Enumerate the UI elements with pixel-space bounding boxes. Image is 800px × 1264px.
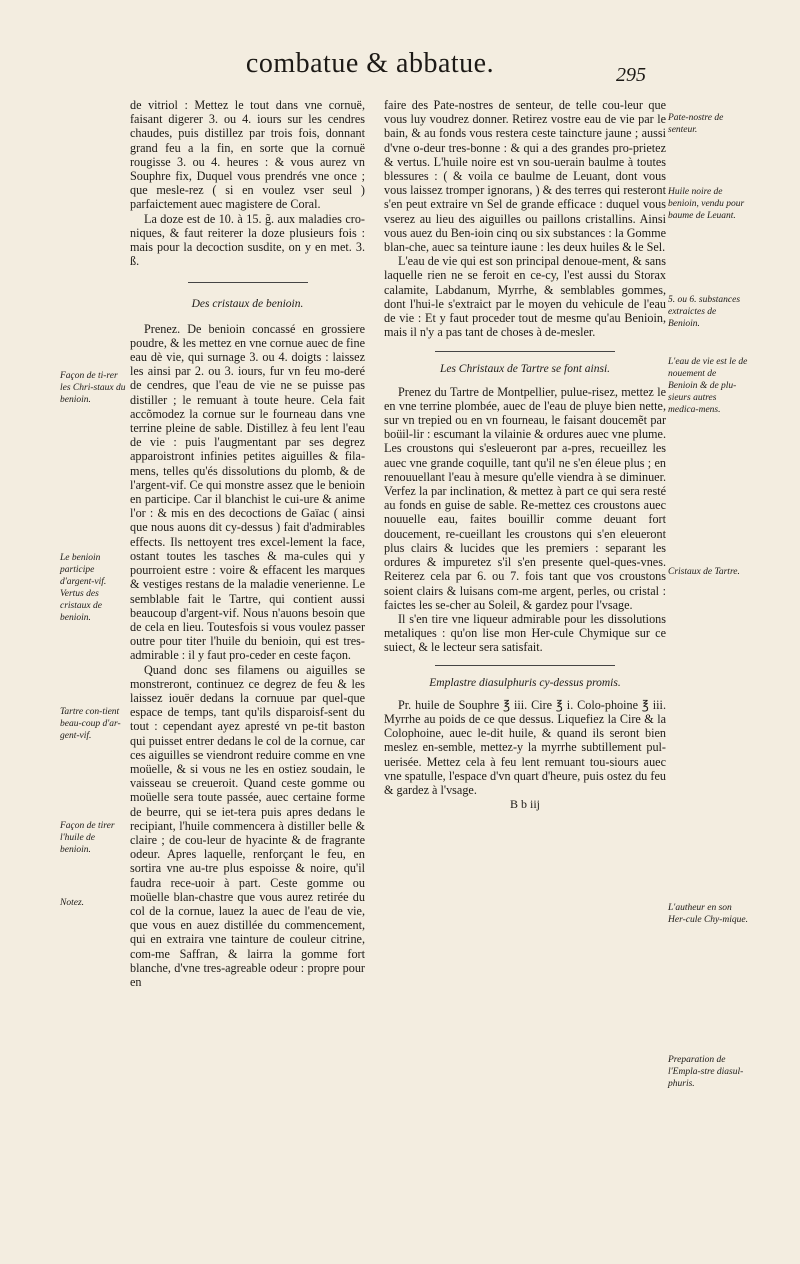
margin-note-left-4: Façon de tirer l'huile de benioin.	[60, 821, 115, 855]
running-title: combatue & abbatue.	[245, 48, 495, 79]
section-title: Les Christaux de Tartre se font ainsi.	[439, 363, 611, 376]
page-number: 295	[616, 64, 646, 86]
paragraph: Prenez. De benioin concassé en grossiere poudre, & les mettez en vne cornue auec de fine eau dè vie, qui surnage 3. ou 4. doigts : laissez les ainsi par 2. ou 3. iours, fur vn feu mo-deré de cendres, que l'eau de vie ne se puisse pas distiller ; le remuant à toute heure. Cela fait accõmodez la cornue sur le fourneau dans vne terrine pleine de sable. Distillez à feu lent l'eau de vie : puis l'augmentant par ses degrez apparoistront infinies petites aiguilles & fila-mens, telles qu'és dissolutions du plomb, & de l'argent-vif. Ce qui monstre assez que le benioin en participe. Car il blanchist le cui-ure & anime l'or : & mis en des decoctions de Gaïac ( ainsi que nous auons dit cy-dessus ) fait d'admirables effects. Ils nettoyent tres excel-lement la face, ostant toutes les tasches & ma-cules qui y pourroient estre : voire & effacent les marques & vestiges restans de la maladie venerienne. Le semblable fait le Tartre, qui contient aussi beaucoup d'argent-vif. Nous n'auons besoin que de cela en lieu. Toutesfois si vous voulez passer outre pour titer l'huile du benioin, qui est tres-admirable : il y faut pro-ceder en ceste façon.	[130, 321, 365, 663]
margin-note-right-2: Huile noire de benioin, vendu pour baume de Leuant.	[668, 187, 745, 221]
paragraph: Pr. huile de Souphre ℥ iii. Cire ℥ i. Colo-phoine ℥ iii. Myrrhe au poids de ce que dessus. Liquefiez la Cire & la Colophoine, auec le-dit huile, & quand ils seront bien meslez en-semble, mettez-y la myrrhe subtillement pul-uerisée. Mettez cela à feu lent remuant tou-siours auec vne spatulle, l'espace d'vn quart d'heure, puis ostez du feu & gardez à l'vsage.	[384, 697, 666, 797]
margin-note-left-1: Façon de ti-rer les Chri-staux du benioin.	[60, 371, 126, 405]
margin-note-left-5: Notez.	[60, 898, 85, 908]
margin-note-right-1: Pate-nostre de senteur.	[668, 113, 724, 135]
page-header	[0, 44, 800, 90]
margin-note-right-6: L'autheur en son Her-cule Chy-mique.	[668, 903, 749, 925]
paragraph: de vitriol : Mettez le tout dans vne cornuë, faisant digerer 3. ou 4. iours sur les cendres chaudes, puis distillez par trois fois, donnant grand feu a la fin, en sorte que la cornuë rougisse 3. ou 4. heures : & vous aurez vn Souphre fix, Duquel vous prendrés vne once ; que mesle-rez ( si en voulez vser seul ) parfaictement auec magistere de Coral.	[130, 98, 365, 212]
paragraph: faire des Pate-nostres de senteur, de telle cou-leur que vous luy voudrez donner. Retirez vostre eau de vie par le bain, & au fonds vous restera ceste taincture jaune ; aussi d'vne o-deur tres-bonne : & qui a des grandes pro-prietez & vertus. L'huile noire est vn sou-uerain baulme à toutes blessures : ( & voila ce baulme de Leuant, dont vous vous laissez tromper ignorans, ) & des terres qui resteront s'en peut extraire vn Sel de grande efficace : duquel vous vserez au lieu des aiguilles ou paillons cristallins. Ainsi vous auez du Ben-ioin cinq ou six substances : la Gomme blan-che, auec sa teinture iaune : les deux huiles & le Sel.	[384, 98, 666, 255]
section-title: Des cristaux de benioin.	[191, 298, 304, 311]
margin-note-left-2: Le benioin participe d'argent-vif. Vertus des cristaux de benioin.	[60, 553, 107, 623]
paragraph: La doze est de 10. à 15. g̃. aux maladies cro-niques, & faut reiterer la doze plusieurs fois : mais pour la decoction susdite, on y en met. 3. ß.	[130, 211, 365, 269]
margin-note-right-7: Preparation de l'Empla-stre diasul-phuris.	[668, 1055, 744, 1089]
margin-note-left-3: Tartre con-tient beau-coup d'ar-gent-vif.	[60, 707, 121, 741]
paragraph: L'eau de vie qui est son principal denoue-ment, & sans laquelle rien ne se feroit en ce-cy, l'est aussi du Storax calamite, Labdanum, Myrrhe, & semblables gommes, dont l'hui-le s'extraict par le moyen du vehicule de l'eau de vie : Et y faut proceder tout de mesme qu'au Benioin, mais il n'y a pas tant de choses à de-mesler.	[384, 254, 666, 340]
right-column	[384, 98, 666, 811]
margin-note-right-3: 5. ou 6. substances extraictes de Benioin.	[668, 295, 741, 329]
paragraph: Il s'en tire vne liqueur admirable pour les dissolutions metaliques : qu'on lise mon Her-cule Chymique sur ce suiect, & le lecteur sera satisfait.	[384, 611, 666, 655]
margin-note-right-5: Cristaux de Tartre.	[668, 567, 740, 577]
left-column	[130, 98, 365, 989]
paragraph: Quand donc ses filamens ou aiguilles se monstreront, continuez ce degrez de feu & les laissez iouër dedans la cornuue par quel-que espace de temps, tant qu'ils disparoisf-sent du tout : cependant ayez apresté vn pe-tit baston qui puisset entrer dedans le col de la cornue, car ces aiguilles se viendront reduire comme en vne moüelle, & si vous ne les en ostiez soudain, le vaisseau se creueroit. Quand ceste gomme ou moüelle sera toute passée, auec certaine forme de beurre, qui se iet-tera puis apres dedans le recipiant, l'huile commencera à distiller belle & claire ; de cou-leur de hyacinte & de fragrante odeur. Apres laquelle, renforçant le feu, en sortira vne au-tre plus espoisse & noire, qu'il faudra rece-uoir à part. Ceste gomme ou moüelle blan-chastre que vous aurez retirée du col de la cornue, lauez la auec de l'eau de vie, que vous en auez distillée du commencement, qui en extraira vne tainture de couleur citrine, com-me Saffran, & lairra la gomme fort blanche, d'vne tres-agreable odeur : propre pour en	[130, 662, 365, 989]
paragraph: Prenez du Tartre de Montpellier, pulue-risez, mettez le en vne terrine plombée, auec de l'eau de pluye bien nette, sur vn trepied ou en vn fourneau, le faisant doucemẽt par boüil-lir : escumant la vilainie & ordures auec vne plume. Les croustons qui s'esleueront par a-pres, recueillez les auec vne grande coquille, tant qu'il ne s'en éleue plus ; en renouuellant l'eau à mesure qu'elle viendra à se diminuer. Verfez la par inclination, & mettez à part ce qui sera resté au fonds en guise de sable. Re-mettez ces croustons auec nouuelle eau, faites bouillir comme deuant fort doucement, re-cueillant les croustons qui s'en eleueront plus clairs & lucides que les premiers : separant les ordures & impuretez s'il s'en presente quel-ques-vnes. Reiterez cela par 6. ou 7. fois tant que vos croustons soient clairs & luisans com-me argent, perles, ou cristal : faictes les se-cher au Soleil, & gardez pour l'vsage.	[384, 384, 666, 612]
signature-mark: B b iij	[509, 797, 540, 812]
margin-note-right-4: L'eau de vie est le de nouement de Benioin & de plu-sieurs autres medica-mens.	[668, 357, 748, 415]
section-title: Emplastre diasulphuris cy-dessus promis.	[429, 676, 621, 689]
